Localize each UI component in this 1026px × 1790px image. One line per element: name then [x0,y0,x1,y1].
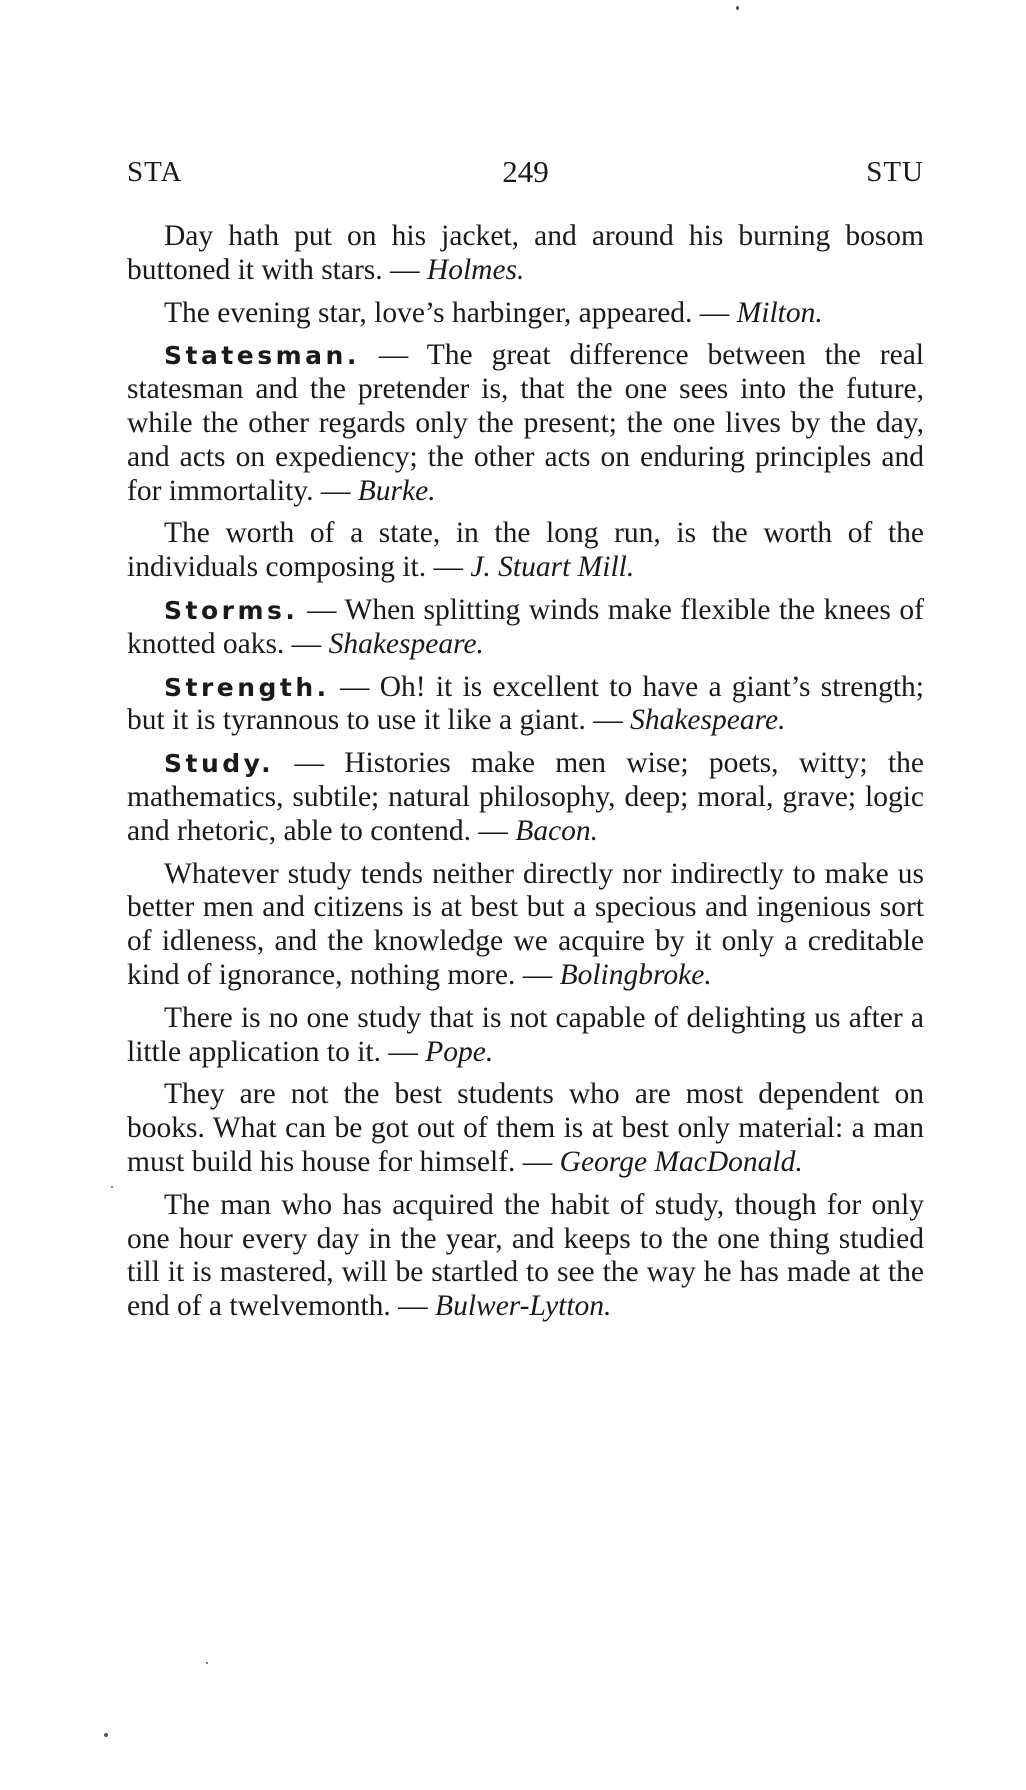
quotation-paragraph [127,747,924,848]
paper-speck [104,1733,108,1737]
quotation-author: Bacon. [515,814,599,847]
quotation-author: Milton. [736,296,823,329]
quotation-text: — When splitting winds make flexible the knees of knotted oaks. — [127,593,924,660]
quotation-text: There is no one study that is not capable of delighting us after a little application to it. — [127,1001,924,1068]
quotation-text: They are not the best students who are most dependent on books. What can be got out of them is at best only material: a man must build his house for himself. — [127,1078,924,1178]
quotation-paragraph [127,220,924,288]
quotation-text: The man who has acquired the habit of study, though for only one hour every day in the year, and keeps to the one thing studied till it is mastered, will be startled to see the way he has made at the end of a twelvemonth. — [127,1188,924,1323]
quotation-paragraph [127,297,924,331]
quotation-text: Whatever study tends neither directly nor indirectly to make us better men and citizens is at best but a specious and ingenious sort of idleness, and the knowledge we acquire by it only a creditable kind of ignorance, nothing more. — [127,857,924,991]
quotation-paragraph [127,517,924,585]
quotation-author: Bulwer-Lytton. [435,1290,612,1323]
paper-speck [736,6,739,10]
quotation-body [127,220,924,1333]
paper-speck [111,1186,113,1188]
quotation-paragraph [127,858,924,993]
quotation-paragraph [127,1002,924,1070]
topic-heading: Strength. [164,672,330,702]
quotation-paragraph [127,594,924,662]
quotation-text: — Oh! it is excellent to have a giant’s strength; but it is tyrannous to use it like a giant. — [127,670,924,737]
quotation-author: George MacDonald. [559,1145,803,1178]
running-head-left: STA [127,156,183,188]
quotation-author: Burke. [357,474,436,507]
paper-speck [206,1662,208,1664]
quotation-text: Day hath put on his jacket, and around his burning bosom buttoned it with stars. — [127,220,924,286]
quotation-text: — The great difference between the real statesman and the pretender is, that the one sees into the future, while the other regards only the present; the one lives by the day, and acts on expediency; the other acts on enduring principles and for immortality. — [127,339,924,507]
topic-heading: Study. [164,749,275,779]
quotation-paragraph [127,671,924,739]
quotation-paragraph [127,1189,924,1324]
topic-heading: Storms. [164,595,299,625]
quotation-author: J. Stuart Mill. [470,551,635,584]
quotation-author: Shakespeare. [630,704,786,737]
quotation-paragraph [127,339,924,508]
quotation-author: Bolingbroke. [559,958,712,991]
topic-heading: Statesman. [164,341,360,371]
quotation-text: — Histories make men wise; poets, witty; the mathematics, subtile; natural philosophy, deep; moral, grave; logic and rhetoric, able to contend. — [127,747,924,847]
quotation-paragraph [127,1078,924,1179]
quotation-author: Pope. [425,1035,494,1068]
quotation-author: Holmes. [426,253,525,286]
running-head [127,150,924,194]
quotation-text: The worth of a state, in the long run, is the worth of the individuals composing it. — [127,517,924,584]
quotation-author: Shakespeare. [328,627,484,660]
running-head-right: STU [866,156,924,188]
page-number: 249 [502,154,549,189]
quotation-text: The evening star, love’s harbinger, appeared. — [164,296,737,329]
